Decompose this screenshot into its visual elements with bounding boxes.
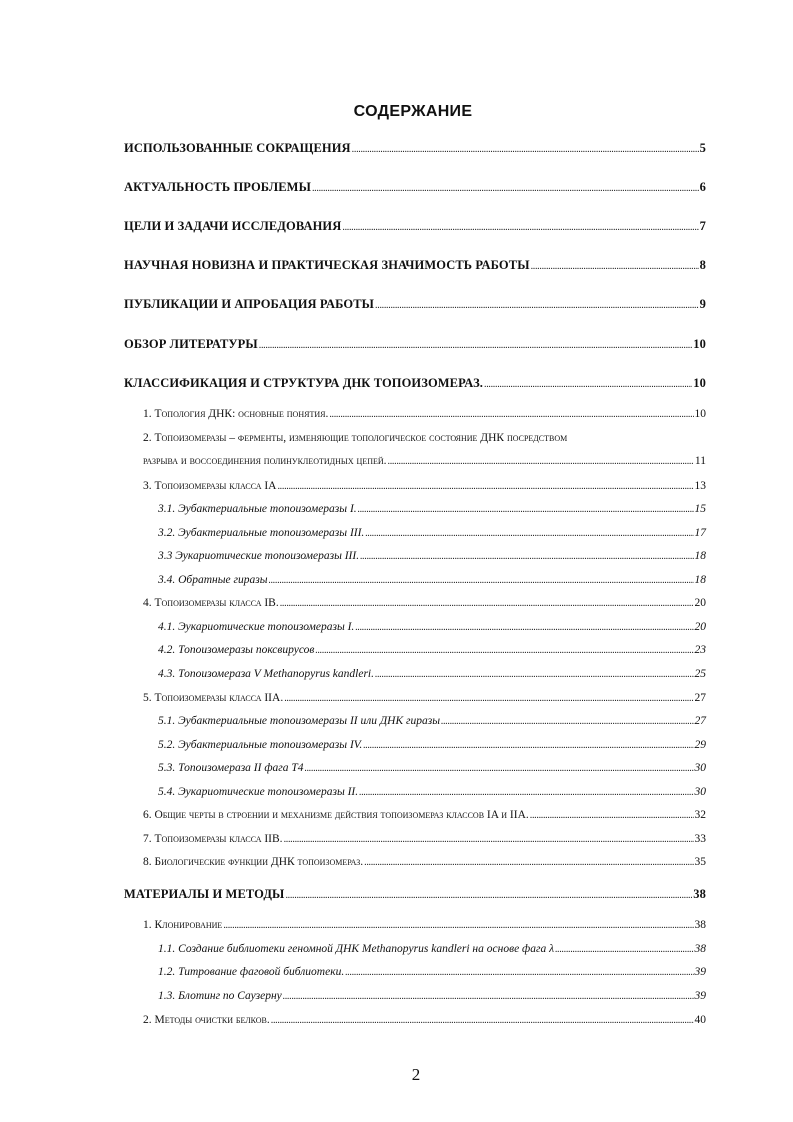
toc-entry-publications[interactable] <box>124 297 706 312</box>
toc-entry[interactable] <box>158 966 706 978</box>
toc-entry[interactable] <box>143 1014 706 1026</box>
toc-entry-abbreviations[interactable] <box>124 141 706 156</box>
toc-leader <box>441 716 693 727</box>
toc-page-number: 15 <box>694 503 706 515</box>
toc-leader <box>530 810 694 821</box>
toc-page-number: 7 <box>699 219 706 233</box>
toc-entry-text: 5.2. Эубактериальные топоизомеразы IV. <box>158 739 363 751</box>
toc-leader <box>359 787 693 798</box>
toc-entry-text: 3. Топоизомеразы класса IA <box>143 480 277 492</box>
toc-page-number: 38 <box>694 919 706 931</box>
toc-leader <box>352 144 699 155</box>
toc-page-number: 40 <box>694 1014 706 1026</box>
toc-entry[interactable] <box>158 527 706 539</box>
toc-leader <box>342 222 698 233</box>
toc-entry-text: 4.2. Топоизомеразы поксвирусов <box>158 644 315 656</box>
toc-leader <box>531 261 699 272</box>
toc-page-number: 10 <box>693 376 706 390</box>
toc-entry-text: 1.2. Титрование фаговой библиотеки. <box>158 966 345 978</box>
toc-page-number: 39 <box>694 966 706 978</box>
toc-entry[interactable] <box>143 408 706 420</box>
toc-entry-relevance[interactable] <box>124 180 706 195</box>
toc-entry-text: НАУЧНАЯ НОВИЗНА И ПРАКТИЧЕСКАЯ ЗНАЧИМОСТЬ РАБОТЫ <box>124 258 530 272</box>
toc-entry-text: 2. Методы очистки белков. <box>143 1014 270 1026</box>
toc-entry[interactable] <box>158 644 706 656</box>
toc-page-number: 29 <box>694 739 706 751</box>
toc-leader <box>312 183 699 194</box>
toc-entry-text: 1. Топология ДНК: основные понятия. <box>143 408 329 420</box>
toc-page-number: 30 <box>694 762 706 774</box>
toc-page-number: 18 <box>694 550 706 562</box>
toc-entry[interactable] <box>158 550 706 562</box>
toc-entry[interactable] <box>143 480 706 492</box>
toc-page-number: 20 <box>694 621 706 633</box>
toc-entry-text: КЛАССИФИКАЦИЯ И СТРУКТУРА ДНК ТОПОИЗОМЕРАЗ. <box>124 376 483 390</box>
toc-entry-text: 4.3. Топоизомераза V Methanopyrus kandleri. <box>158 668 375 680</box>
toc-entry[interactable] <box>143 919 706 931</box>
toc-entry[interactable] <box>143 455 706 467</box>
page-title: СОДЕРЖАНИЕ <box>353 103 473 120</box>
toc-leader <box>269 575 694 586</box>
toc-page-number: 25 <box>694 668 706 680</box>
toc-page-number: 38 <box>693 887 706 901</box>
toc-entry[interactable] <box>158 574 706 586</box>
toc-entry-text: 6. Общие черты в строении и механизме действия топоизомераз классов IA и IIA. <box>143 809 529 821</box>
toc-leader <box>284 693 693 704</box>
toc-entry-text: разрыва и воссоединения полинуклеотидных цепей. <box>143 455 387 467</box>
toc-entry-text: 1. Клонирование <box>143 919 223 931</box>
toc-leader <box>305 763 694 774</box>
toc-entry[interactable] <box>143 692 706 704</box>
toc-page-number: 33 <box>694 833 706 845</box>
toc-page-number: 27 <box>694 692 706 704</box>
toc-page-number: 27 <box>694 715 706 727</box>
toc-entry[interactable] <box>143 833 706 845</box>
toc-leader <box>364 857 693 868</box>
toc-page-number: 8 <box>699 258 706 272</box>
toc-entry[interactable] <box>158 715 706 727</box>
toc-page-number: 9 <box>699 297 706 311</box>
toc-entry[interactable] <box>158 990 706 1002</box>
toc-page-number: 38 <box>694 943 706 955</box>
toc-entry-text: АКТУАЛЬНОСТЬ ПРОБЛЕМЫ <box>124 180 311 194</box>
toc-leader <box>375 669 693 680</box>
toc-page-number: 20 <box>694 597 706 609</box>
toc-page-number: 39 <box>694 990 706 1002</box>
toc-entry[interactable] <box>158 503 706 515</box>
toc-entry-text: 3.4. Обратные гиразы <box>158 574 268 586</box>
toc-leader <box>365 528 693 539</box>
toc-page-number: 13 <box>694 480 706 492</box>
toc-entry-text: 1.3. Блотинг по Саузерну <box>158 990 282 1002</box>
toc-entry[interactable] <box>158 786 706 798</box>
toc-leader <box>345 967 693 978</box>
toc-leader <box>285 890 692 901</box>
toc-entry-text: 4.1. Эукариотические топоизомеразы I. <box>158 621 355 633</box>
toc-entry[interactable] <box>158 621 706 633</box>
toc-entry-text: ПУБЛИКАЦИИ И АПРОБАЦИЯ РАБОТЫ <box>124 297 375 311</box>
toc-entry[interactable] <box>158 668 706 680</box>
toc-entry[interactable] <box>158 943 706 955</box>
toc-page-number: 5 <box>699 141 706 155</box>
toc-leader <box>283 991 694 1002</box>
toc-entry-classification[interactable] <box>124 376 706 391</box>
toc-entry-text: 7. Топоизомеразы класса IIB. <box>143 833 283 845</box>
toc-entry-text: 4. Топоизомеразы класса IB. <box>143 597 279 609</box>
toc-entry-text: 1.1. Создание библиотеки геномной ДНК Methanopyrus kandleri на основе фага λ <box>158 943 555 955</box>
toc-entry[interactable] <box>143 856 706 868</box>
toc-leader <box>284 834 694 845</box>
toc-leader <box>259 340 693 351</box>
toc-page-number: 18 <box>694 574 706 586</box>
toc-entry-text: ЦЕЛИ И ЗАДАЧИ ИССЛЕДОВАНИЯ <box>124 219 342 233</box>
toc-entry-text: 5.4. Эукариотические топоизомеразы II. <box>158 786 359 798</box>
toc-entry-text: 8. Биологические функции ДНК топоизомераз. <box>143 856 364 868</box>
toc-entry-goals[interactable] <box>124 219 706 234</box>
toc-page-number: 32 <box>694 809 706 821</box>
toc-entry[interactable] <box>143 809 706 821</box>
toc-entry-text: 3.1. Эубактериальные топоизомеразы I. <box>158 503 357 515</box>
toc-leader <box>388 456 694 467</box>
toc-leader <box>484 379 692 390</box>
toc-entry-text: 5. Топоизомеразы класса IIA. <box>143 692 284 704</box>
toc-entry-text: 2. Топоизомеразы – ферменты, изменяющие топологическое состояние ДНК посредством <box>143 432 568 444</box>
toc-leader <box>271 1015 694 1026</box>
toc-entry[interactable] <box>143 432 706 444</box>
toc-entry-text: 5.1. Эубактериальные топоизомеразы II или ДНК гиразы <box>158 715 441 727</box>
toc-entry-text: 5.3. Топоизомераза II фага T4 <box>158 762 304 774</box>
toc-leader <box>363 740 693 751</box>
toc-leader <box>280 598 694 609</box>
toc-entry-text: 3.2. Эубактериальные топоизомеразы III. <box>158 527 365 539</box>
toc-entry-text: 3.3 Эукариотические топоизомеразы III. <box>158 550 360 562</box>
toc-leader <box>329 409 693 420</box>
toc-page-number: 17 <box>694 527 706 539</box>
toc-leader <box>375 300 699 311</box>
toc-page-number: 23 <box>694 644 706 656</box>
toc-page-number: 6 <box>699 180 706 194</box>
toc-leader <box>315 645 693 656</box>
page-number: 2 <box>411 1065 421 1084</box>
toc-leader <box>555 944 693 955</box>
toc-page-number: 11 <box>694 455 706 467</box>
toc-page-number: 35 <box>694 856 706 868</box>
toc-entry-text: МАТЕРИАЛЫ И МЕТОДЫ <box>124 887 285 901</box>
toc-page-number: 10 <box>693 337 706 351</box>
toc-entry-text: ИСПОЛЬЗОВАННЫЕ СОКРАЩЕНИЯ <box>124 141 351 155</box>
toc-entry-novelty[interactable] <box>124 258 706 273</box>
toc-leader <box>223 920 693 931</box>
toc-entry[interactable] <box>158 762 706 774</box>
toc-leader <box>358 504 694 515</box>
toc-leader <box>277 481 693 492</box>
toc-page-number: 30 <box>694 786 706 798</box>
toc-entry-literature-review[interactable] <box>124 337 706 352</box>
toc-entry[interactable] <box>158 739 706 751</box>
toc-leader <box>355 622 693 633</box>
toc-page-number: 10 <box>694 408 706 420</box>
toc-entry-text: ОБЗОР ЛИТЕРАТУРЫ <box>124 337 258 351</box>
toc-leader <box>360 551 693 562</box>
toc-entry-materials-methods[interactable] <box>124 887 706 902</box>
toc-entry[interactable] <box>143 597 706 609</box>
